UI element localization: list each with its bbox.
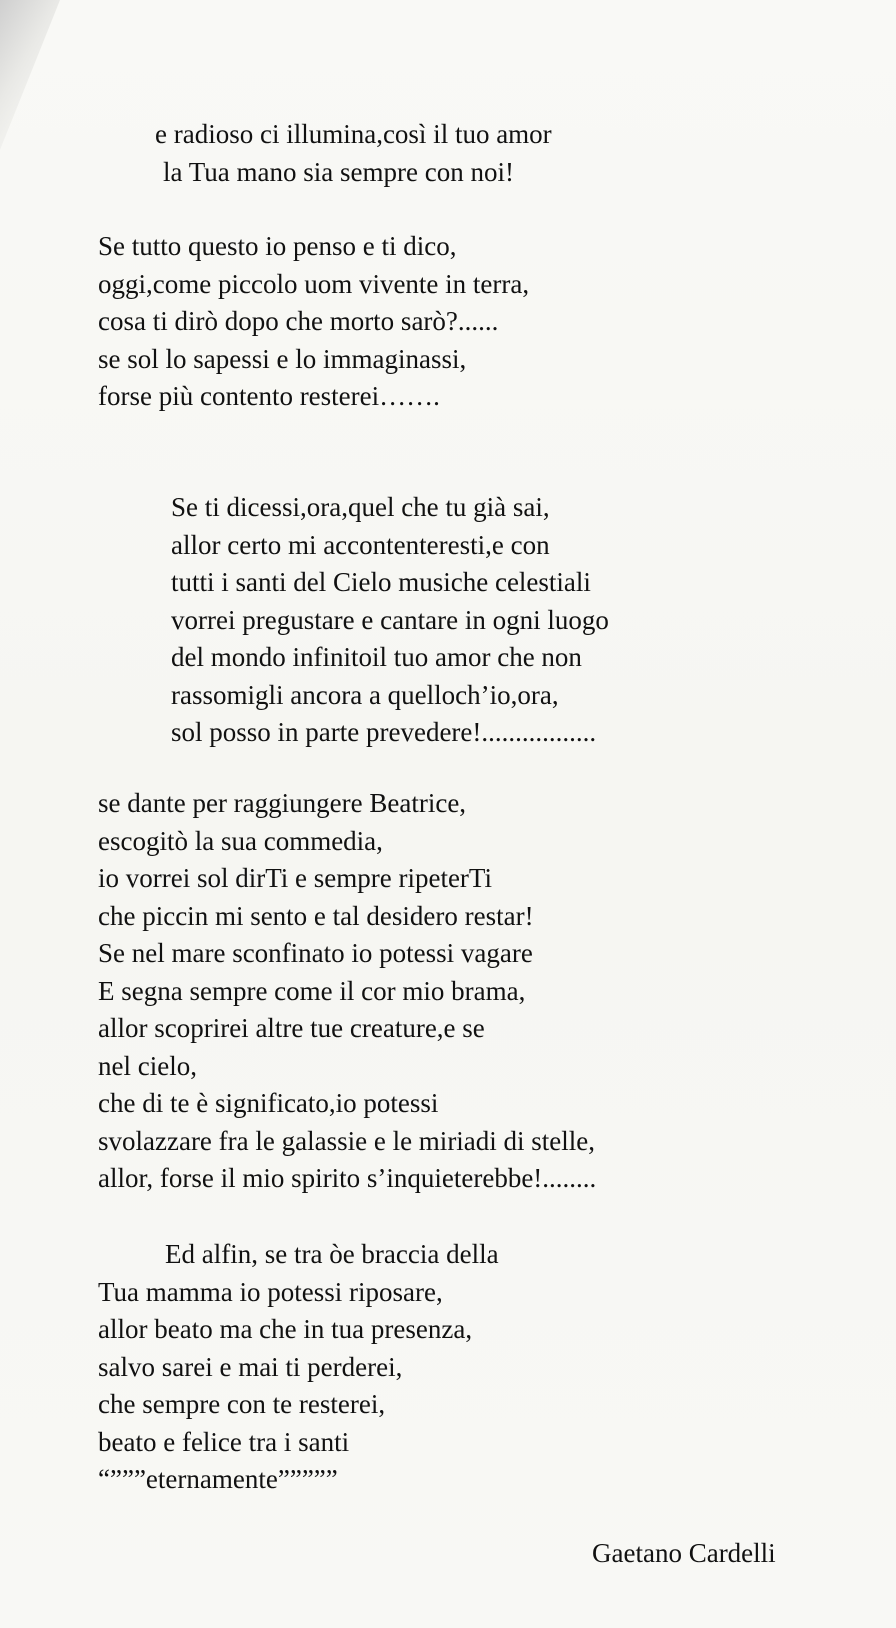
folded-corner-shadow: [0, 0, 60, 150]
poem-line: Ed alfin, se tra òe braccia della: [165, 1239, 499, 1269]
poem-line: tutti i santi del Cielo musiche celestiali: [171, 567, 591, 597]
poem-stanza-4: [98, 785, 596, 1198]
poem-line: E segna sempre come il cor mio brama,: [98, 975, 526, 1006]
poem-line: Se nel mare sconfinato io potessi vagare: [98, 938, 533, 968]
poem-line: che sempre con te resterei,: [98, 1389, 386, 1419]
poem-stanza-1: [155, 116, 552, 191]
poem-line: cosa ti dirò dopo che morto sarò?......: [98, 306, 499, 336]
poem-line: che piccin mi sento e tal desidero restar!: [98, 900, 534, 931]
poem-line: escogitò la sua commedia,: [98, 825, 383, 856]
poem-line: beato e felice tra i santi: [98, 1426, 350, 1457]
poem-line: e radioso ci illumina,così il tuo amor: [155, 119, 552, 149]
poem-line: io vorrei sol dirTi e sempre ripeterTi: [98, 863, 492, 893]
poem-line: del mondo infinitoil tuo amor che non: [171, 642, 582, 672]
poem-line: allor, forse il mio spirito s’inquieterebbe!........: [98, 1163, 597, 1193]
poem-line: forse più contento resterei…….: [98, 381, 440, 411]
poem-line: allor scoprirei altre tue creature,e se: [98, 1013, 485, 1043]
poem-line: che di te è significato,io potessi: [98, 1088, 439, 1118]
poem-line: oggi,come piccolo uom vivente in terra,: [98, 268, 530, 299]
poem-stanza-3: [171, 489, 609, 752]
poem-line: la Tua mano sia sempre con noi!: [163, 156, 514, 187]
poem-line: Se ti dicessi,ora,quel che tu già sai,: [171, 492, 550, 522]
poem-line: allor certo mi accontenteresti,e con: [171, 529, 550, 560]
poem-line: sol posso in parte prevedere!.................: [171, 717, 597, 747]
poem-line: Tua mamma io potessi riposare,: [98, 1276, 443, 1307]
poem-line: se dante per raggiungere Beatrice,: [98, 788, 467, 818]
poem-line: se sol lo sapessi e lo immaginassi,: [98, 343, 467, 374]
poem-stanza-2: [98, 228, 529, 416]
author-signature: Gaetano Cardelli: [592, 1538, 776, 1568]
poem-line: “”””eternamente”””””: [98, 1464, 338, 1494]
poem-stanza-5: [98, 1236, 499, 1499]
poem-line: rassomigli ancora a quelloch’io,ora,: [171, 679, 559, 710]
poem-line: allor beato ma che in tua presenza,: [98, 1314, 473, 1344]
poem-line: salvo sarei e mai ti perderei,: [98, 1351, 403, 1382]
poem-line: svolazzare fra le galassie e le miriadi di stelle,: [98, 1125, 596, 1156]
poem-line: vorrei pregustare e cantare in ogni luogo: [171, 604, 609, 635]
poem-line: Se tutto questo io penso e ti dico,: [98, 231, 457, 261]
poem-line: nel cielo,: [98, 1050, 197, 1081]
